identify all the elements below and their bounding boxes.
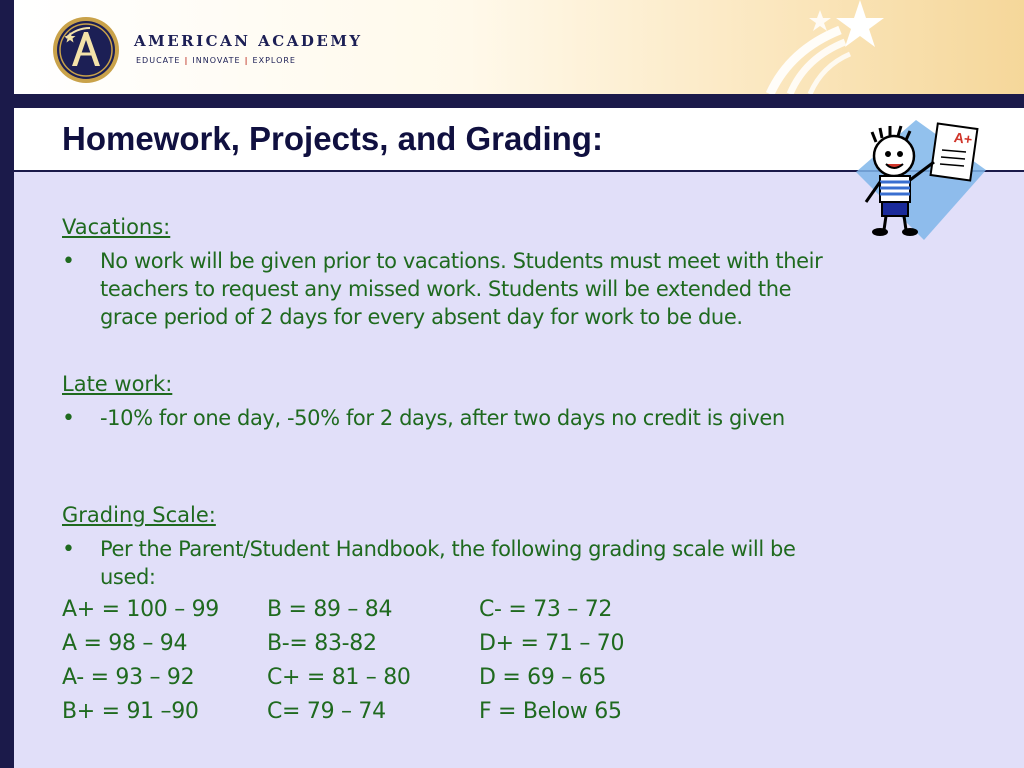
grade-cell: B+ = 91 –90 (62, 699, 199, 724)
bullet-dot-icon: • (62, 406, 75, 431)
brand-name: AMERICAN ACADEMY (134, 32, 363, 50)
tagline-explore: EXPLORE (252, 56, 296, 65)
vacations-heading: Vacations: (62, 215, 171, 239)
late-work-line-1: -10% for one day, -50% for 2 days, after two days no credit is given (100, 406, 785, 430)
academy-logo-icon (52, 16, 120, 84)
tagline-educate: EDUCATE (136, 56, 181, 65)
star-swoosh-icon (750, 0, 1024, 94)
grading-scale-line-1: Per the Parent/Student Handbook, the following grading scale will be (100, 537, 796, 561)
grade-cell: A+ = 100 – 99 (62, 597, 219, 622)
vacations-line-2: teachers to request any missed work. Students will be extended the (100, 277, 792, 301)
grade-cell: C+ = 81 – 80 (267, 665, 411, 690)
grade-cell: B-= 83-82 (267, 631, 377, 656)
svg-text:A+: A+ (952, 128, 974, 148)
vacations-line-3: grace period of 2 days for every absent day for work to be due. (100, 305, 743, 329)
grade-cell: C- = 73 – 72 (479, 597, 613, 622)
tagline-innovate: INNOVATE (192, 56, 241, 65)
bullet-dot-icon: • (62, 537, 75, 562)
header-banner (14, 0, 1024, 94)
brand-tagline: EDUCATE | INNOVATE | EXPLORE (136, 56, 296, 65)
vacations-line-1: No work will be given prior to vacations. Students must meet with their (100, 249, 823, 273)
grade-cell: A- = 93 – 92 (62, 665, 195, 690)
grade-cell: A = 98 – 94 (62, 631, 188, 656)
grade-cell: B = 89 – 84 (267, 597, 393, 622)
late-work-heading: Late work: (62, 372, 173, 396)
bullet-dot-icon: • (62, 249, 75, 274)
grade-cell: D+ = 71 – 70 (479, 631, 625, 656)
slide-title: Homework, Projects, and Grading: (62, 120, 603, 157)
grading-scale-heading: Grading Scale: (62, 503, 216, 527)
grade-cell: C= 79 – 74 (267, 699, 386, 724)
student-clipart-icon (846, 112, 996, 244)
grade-cell: F = Below 65 (479, 699, 622, 724)
grade-cell: D = 69 – 65 (479, 665, 607, 690)
grading-scale-line-2: used: (100, 565, 156, 589)
